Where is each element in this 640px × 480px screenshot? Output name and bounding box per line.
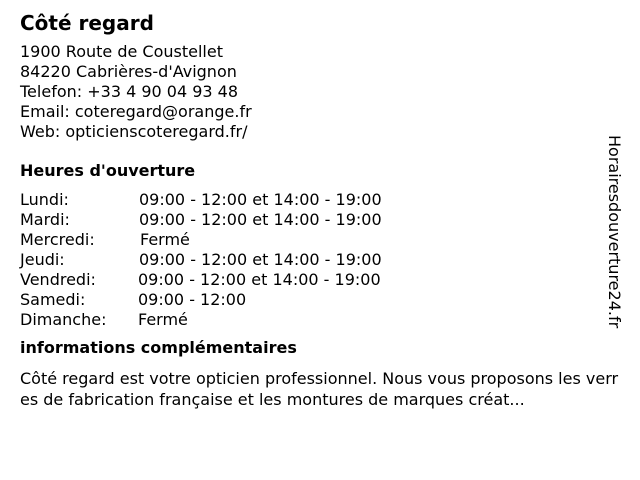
site-watermark: Horairesdouverture24.fr bbox=[605, 135, 624, 329]
phone-line: Telefon: +33 4 90 04 93 48 bbox=[20, 82, 239, 101]
business-card bbox=[20, 10, 620, 410]
address-street: 1900 Route de Coustellet bbox=[20, 42, 223, 61]
day-label: Lundi: bbox=[20, 190, 69, 209]
additional-info-text: Côté regard est votre opticien professionnel. Nous vous proposons les verres de fabrication française et les montures de marques créat... bbox=[20, 369, 619, 409]
opening-hours-list bbox=[20, 190, 620, 330]
hours-row-friday bbox=[20, 270, 620, 290]
hours-row-saturday bbox=[20, 290, 620, 310]
hours-row-tuesday bbox=[20, 210, 620, 230]
hours-row-wednesday bbox=[20, 230, 620, 250]
day-hours: 09:00 - 12:00 bbox=[138, 290, 247, 309]
day-hours: 09:00 - 12:00 et 14:00 - 19:00 bbox=[139, 210, 382, 229]
day-label: Samedi: bbox=[20, 290, 86, 309]
business-name: Côté regard bbox=[20, 11, 154, 35]
day-label: Mercredi: bbox=[20, 230, 95, 249]
day-label: Vendredi: bbox=[20, 270, 96, 289]
day-label: Dimanche: bbox=[20, 310, 107, 329]
hours-row-sunday bbox=[20, 310, 620, 330]
day-label: Jeudi: bbox=[20, 250, 65, 269]
day-hours: 09:00 - 12:00 et 14:00 - 19:00 bbox=[138, 270, 381, 289]
day-hours: Fermé bbox=[140, 230, 190, 249]
day-hours: Fermé bbox=[138, 310, 188, 329]
email-line: Email: coteregard@orange.fr bbox=[20, 102, 252, 121]
address-city: 84220 Cabrières-d'Avignon bbox=[20, 62, 237, 81]
hours-row-thursday bbox=[20, 250, 620, 270]
contact-block bbox=[20, 42, 620, 142]
day-hours: 09:00 - 12:00 et 14:00 - 19:00 bbox=[139, 250, 382, 269]
day-hours: 09:00 - 12:00 et 14:00 - 19:00 bbox=[139, 190, 382, 209]
day-label: Mardi: bbox=[20, 210, 70, 229]
additional-info-title: informations complémentaires bbox=[20, 338, 297, 357]
opening-hours-title: Heures d'ouverture bbox=[20, 161, 196, 180]
hours-row-monday bbox=[20, 190, 620, 210]
web-line: Web: opticienscoteregard.fr/ bbox=[20, 122, 248, 141]
